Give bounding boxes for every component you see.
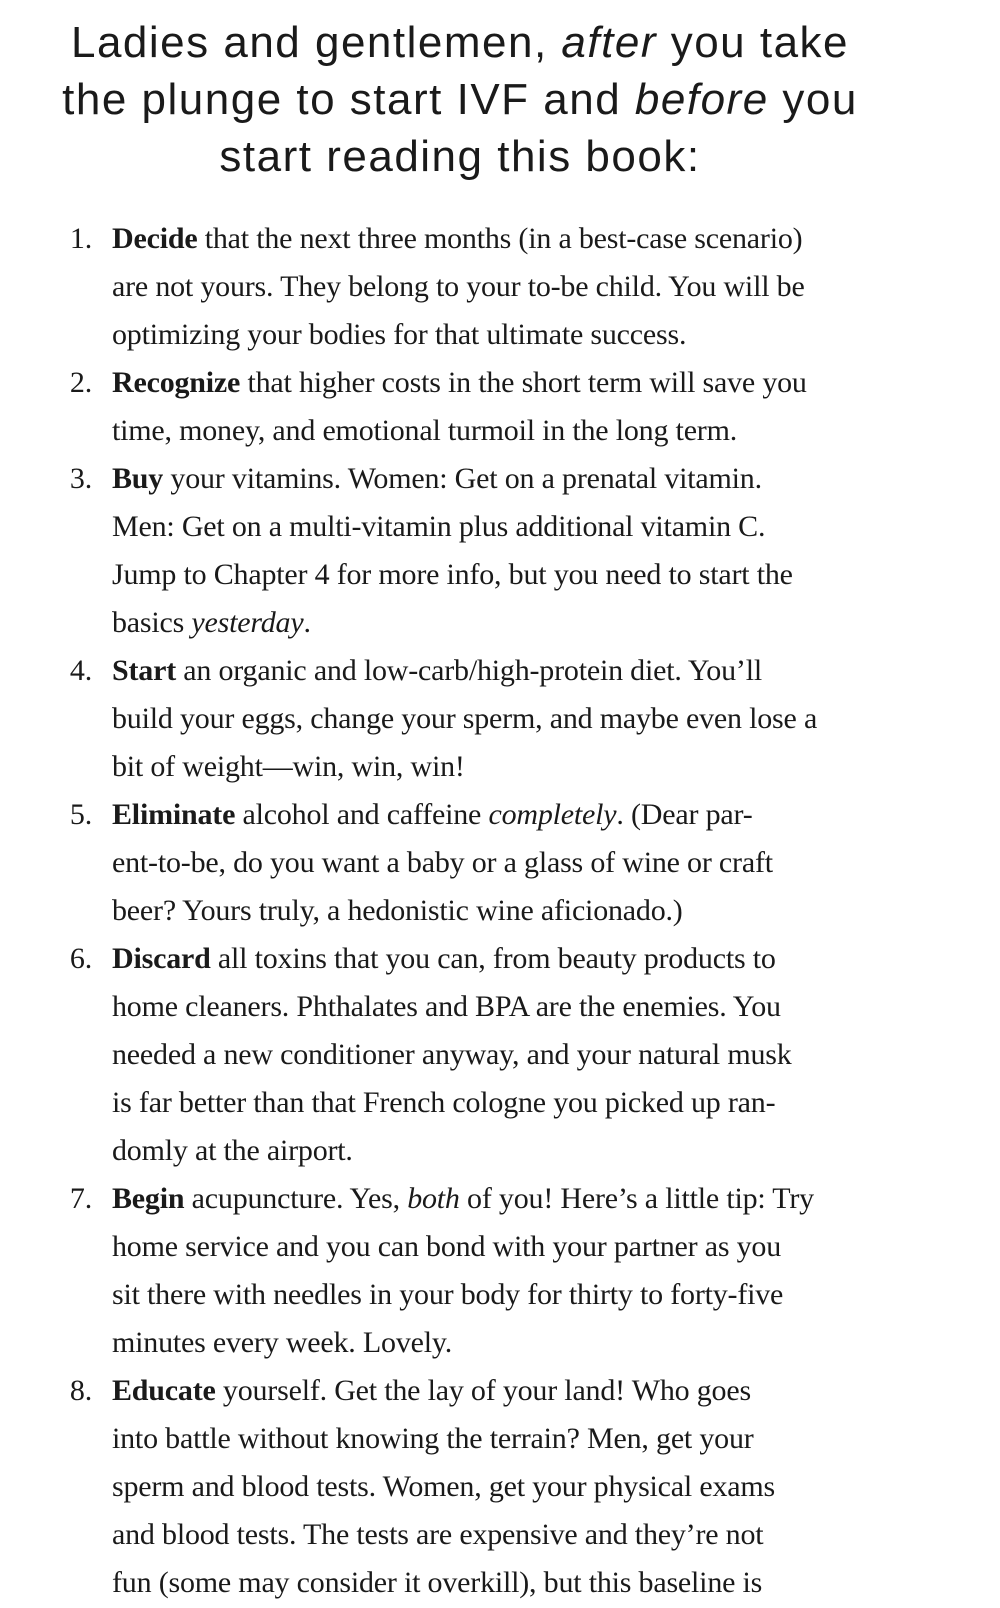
text-line: [112, 1175, 814, 1223]
text-run: Buy: [112, 462, 164, 495]
item-text: [112, 359, 807, 455]
text-line: [112, 407, 807, 455]
text-line: [112, 503, 793, 551]
text-run: yesterday: [191, 606, 304, 639]
text-run: all toxins that you can, from beauty products to: [210, 942, 776, 975]
text-run: you take: [656, 18, 850, 67]
text-line: [112, 1079, 792, 1127]
text-run: and blood tests. The tests are expensive and they’re not: [112, 1518, 764, 1551]
text-run: Educate: [112, 1374, 216, 1407]
item-number: 4.: [69, 654, 92, 687]
text-line: [112, 1223, 814, 1271]
item-text: [112, 1175, 814, 1367]
text-run: ent-to-be, do you want a baby or a glass of wine or craft: [112, 846, 773, 879]
text-run: bit of weight—win, win, win!: [112, 750, 465, 783]
text-run: alcohol and caffeine: [235, 798, 489, 831]
text-run: Ladies and gentlemen,: [70, 18, 562, 67]
list-item: [58, 455, 942, 647]
text-run: of you! Here’s a little tip: Try: [459, 1182, 814, 1215]
text-run: sit there with needles in your body for thirty to forty-five: [112, 1278, 784, 1311]
text-run: you: [768, 75, 858, 124]
item-number: 1.: [69, 222, 92, 255]
text-run: start reading this book:: [219, 132, 701, 181]
item-text: [112, 647, 817, 791]
text-line: [112, 647, 817, 695]
instruction-list: [58, 215, 942, 1607]
text-run: Recognize: [112, 366, 241, 399]
text-run: home service and you can bond with your partner as you: [112, 1230, 782, 1263]
list-item: [58, 359, 942, 455]
text-run: into battle without knowing the terrain? Men, get your: [112, 1422, 754, 1455]
text-line: [112, 1511, 775, 1559]
text-line: [112, 1463, 775, 1511]
text-run: beer? Yours truly, a hedonistic wine aficionado.): [112, 894, 683, 927]
text-line: [112, 695, 817, 743]
text-line: [112, 935, 792, 983]
heading-line: [18, 14, 902, 71]
text-run: time, money, and emotional turmoil in the long term.: [112, 414, 738, 447]
text-run: minutes every week. Lovely.: [112, 1326, 453, 1359]
text-run: both: [407, 1182, 460, 1215]
text-run: Eliminate: [112, 798, 236, 831]
text-line: [112, 455, 793, 503]
heading-line: [18, 71, 902, 128]
text-run: domly at the airport.: [112, 1134, 353, 1167]
text-run: basics: [112, 606, 192, 639]
page-heading: [18, 14, 902, 185]
text-run: completely: [488, 798, 617, 831]
list-item: [58, 1367, 942, 1607]
text-line: [112, 887, 773, 935]
list-item: [58, 935, 942, 1175]
text-run: sperm and blood tests. Women, get your physical exams: [112, 1470, 775, 1503]
text-run: that higher costs in the short term will save you: [240, 366, 807, 399]
text-run: needed a new conditioner anyway, and your natural musk: [112, 1038, 792, 1071]
text-line: [112, 743, 817, 791]
text-run: Discard: [112, 942, 211, 975]
text-run: home cleaners. Phthalates and BPA are the enemies. You: [112, 990, 781, 1023]
text-run: . (Dear par-: [616, 798, 753, 831]
text-line: [112, 1031, 792, 1079]
text-run: that the next three months (in a best-case scenario): [197, 222, 803, 255]
list-item: [58, 791, 942, 935]
item-number: 3.: [69, 462, 92, 495]
text-run: optimizing your bodies for that ultimate success.: [112, 318, 687, 351]
text-run: before: [634, 75, 769, 124]
text-run: acupuncture. Yes,: [184, 1182, 408, 1215]
text-run: is far better than that French cologne you picked up ran-: [112, 1086, 776, 1119]
text-run: the plunge to start IVF and: [62, 75, 635, 124]
item-text: [112, 935, 792, 1175]
text-run: Men: Get on a multi-vitamin plus additional vitamin C.: [112, 510, 766, 543]
item-number: 8.: [69, 1374, 92, 1407]
item-number: 5.: [69, 798, 92, 831]
text-line: [112, 791, 773, 839]
item-text: [112, 791, 773, 935]
list-item: [58, 215, 942, 359]
item-number: 2.: [69, 366, 92, 399]
text-run: your vitamins. Women: Get on a prenatal vitamin.: [163, 462, 762, 495]
text-line: [112, 1127, 792, 1175]
text-run: an organic and low-carb/high-protein diet. You’ll: [175, 654, 762, 687]
text-run: Decide: [112, 222, 198, 255]
text-run: after: [561, 18, 657, 67]
item-text: [112, 455, 793, 647]
text-run: Jump to Chapter 4 for more info, but you need to start the: [112, 558, 793, 591]
list-item: [58, 647, 942, 791]
text-run: Begin: [112, 1182, 185, 1215]
text-line: [112, 1415, 775, 1463]
text-line: [112, 263, 805, 311]
text-run: build your eggs, change your sperm, and maybe even lose a: [112, 702, 818, 735]
text-line: [112, 1367, 775, 1415]
text-line: [112, 983, 792, 1031]
text-line: [112, 311, 805, 359]
text-line: [112, 1559, 775, 1607]
text-run: Start: [112, 654, 176, 687]
text-line: [112, 839, 773, 887]
text-line: [112, 551, 793, 599]
item-number: 7.: [69, 1182, 92, 1215]
item-number: 6.: [69, 942, 92, 975]
text-run: fun (some may consider it overkill), but this baseline is: [112, 1566, 763, 1599]
text-run: yourself. Get the lay of your land! Who goes: [215, 1374, 751, 1407]
text-line: [112, 1319, 814, 1367]
text-line: [112, 215, 805, 263]
text-line: [112, 599, 793, 647]
text-line: [112, 1271, 814, 1319]
text-run: are not yours. They belong to your to-be child. You will be: [112, 270, 805, 303]
heading-line: [18, 128, 902, 185]
item-text: [112, 215, 805, 359]
item-text: [112, 1367, 775, 1607]
list-item: [58, 1175, 942, 1367]
text-run: .: [303, 606, 311, 639]
text-line: [112, 359, 807, 407]
